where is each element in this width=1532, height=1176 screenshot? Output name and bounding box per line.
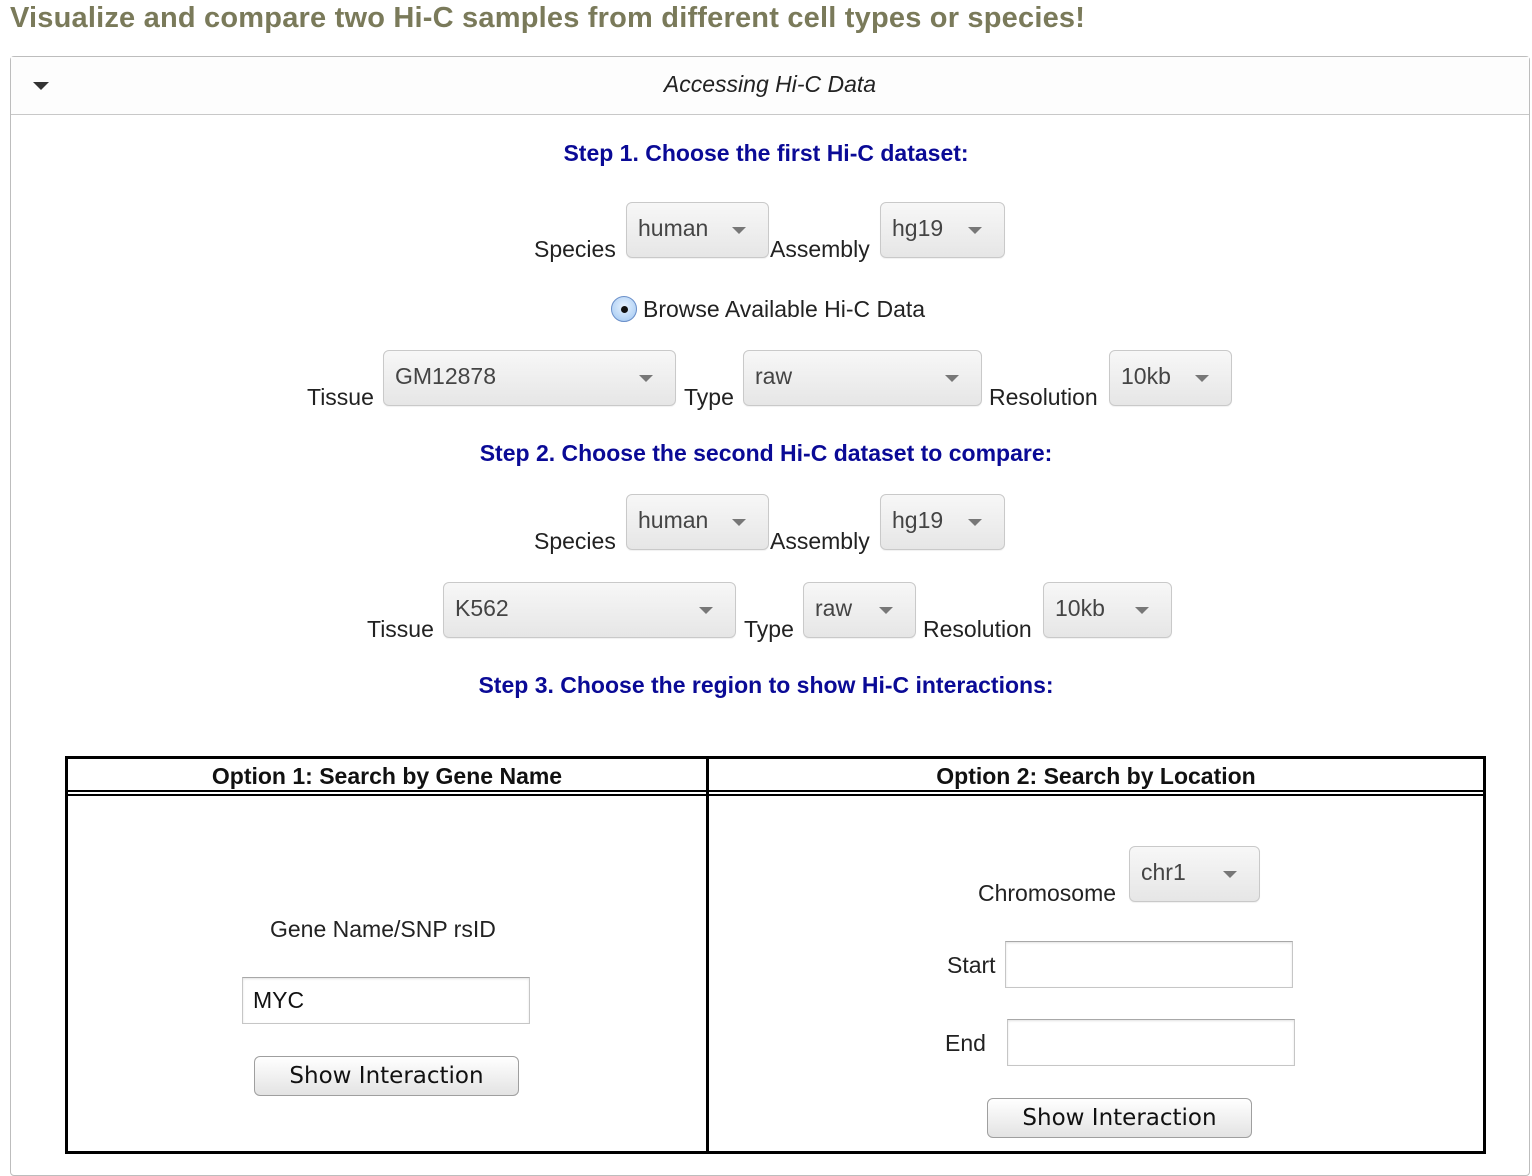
step1-type-label: Type (684, 384, 734, 410)
gene-name-label: Gene Name/SNP rsID (270, 916, 496, 942)
option1-header: Option 1: Search by Gene Name (211, 763, 563, 789)
chevron-down-icon (1195, 375, 1209, 382)
step2-species-value: human (638, 507, 709, 533)
step1-species-label: Species (534, 236, 616, 262)
step2-type-select[interactable] (803, 582, 916, 638)
step1-resolution-value: 10kb (1121, 363, 1171, 389)
step1-species-value: human (638, 215, 709, 241)
step2-resolution-value: 10kb (1055, 595, 1105, 621)
chromosome-value: chr1 (1141, 859, 1186, 885)
step1-tissue-label: Tissue (307, 384, 374, 410)
browse-hic-label[interactable]: Browse Available Hi-C Data (643, 296, 926, 322)
panel-title: Accessing Hi-C Data (663, 71, 877, 97)
panel-header[interactable] (11, 57, 1529, 115)
step1-tissue-select[interactable] (383, 350, 676, 406)
gene-name-input[interactable] (242, 977, 530, 1024)
step2-assembly-value: hg19 (892, 507, 944, 533)
step1-assembly-label: Assembly (770, 236, 870, 262)
chevron-down-icon (1223, 871, 1237, 878)
step2-type-value: raw (815, 595, 853, 621)
option2-show-interaction-button[interactable]: Show Interaction (987, 1098, 1252, 1138)
step2-tissue-select[interactable] (443, 582, 736, 638)
step2-species-label: Species (534, 528, 616, 554)
step2-assembly-select[interactable] (880, 494, 1005, 550)
step1-resolution-select[interactable] (1109, 350, 1232, 406)
step1-type-select[interactable] (743, 350, 982, 406)
step2-species-select[interactable] (626, 494, 769, 550)
browse-hic-radio[interactable] (611, 296, 637, 322)
step2-tissue-label: Tissue (367, 616, 434, 642)
option2-header: Option 2: Search by Location (936, 763, 1256, 789)
step2-title: Step 2. Choose the second Hi-C dataset to compare: (479, 440, 1053, 466)
step2-type-label: Type (744, 616, 794, 642)
end-label: End (945, 1030, 986, 1056)
start-input[interactable] (1005, 941, 1293, 988)
option1-show-interaction-button[interactable]: Show Interaction (254, 1056, 519, 1096)
chevron-down-icon (699, 607, 713, 614)
step1-tissue-value: GM12878 (395, 363, 497, 389)
chevron-down-icon (968, 227, 982, 234)
step2-assembly-label: Assembly (770, 528, 870, 554)
column-divider (706, 759, 709, 1151)
step1-species-select[interactable] (626, 202, 769, 258)
step1-assembly-select[interactable] (880, 202, 1005, 258)
step2-resolution-label: Resolution (923, 616, 1032, 642)
end-input[interactable] (1007, 1019, 1295, 1066)
chevron-down-icon (879, 607, 893, 614)
radio-selected-dot (621, 306, 628, 313)
header-divider (68, 790, 1483, 796)
chevron-down-icon (945, 375, 959, 382)
chromosome-select[interactable] (1129, 846, 1260, 902)
step2-tissue-value: K562 (455, 595, 509, 621)
chromosome-label: Chromosome (978, 880, 1117, 906)
chevron-down-icon (639, 375, 653, 382)
step2-resolution-select[interactable] (1043, 582, 1172, 638)
step1-type-value: raw (755, 363, 793, 389)
step1-title: Step 1. Choose the first Hi-C dataset: (563, 140, 969, 166)
step3-title: Step 3. Choose the region to show Hi-C interactions: (478, 672, 1054, 698)
chevron-down-icon (732, 227, 746, 234)
start-label: Start (947, 952, 996, 978)
step1-resolution-label: Resolution (989, 384, 1098, 410)
chevron-down-icon (968, 519, 982, 526)
page-heading: Visualize and compare two Hi-C samples from different cell types or species! (10, 2, 1086, 34)
chevron-down-icon (732, 519, 746, 526)
step1-assembly-value: hg19 (892, 215, 944, 241)
chevron-down-icon (1135, 607, 1149, 614)
